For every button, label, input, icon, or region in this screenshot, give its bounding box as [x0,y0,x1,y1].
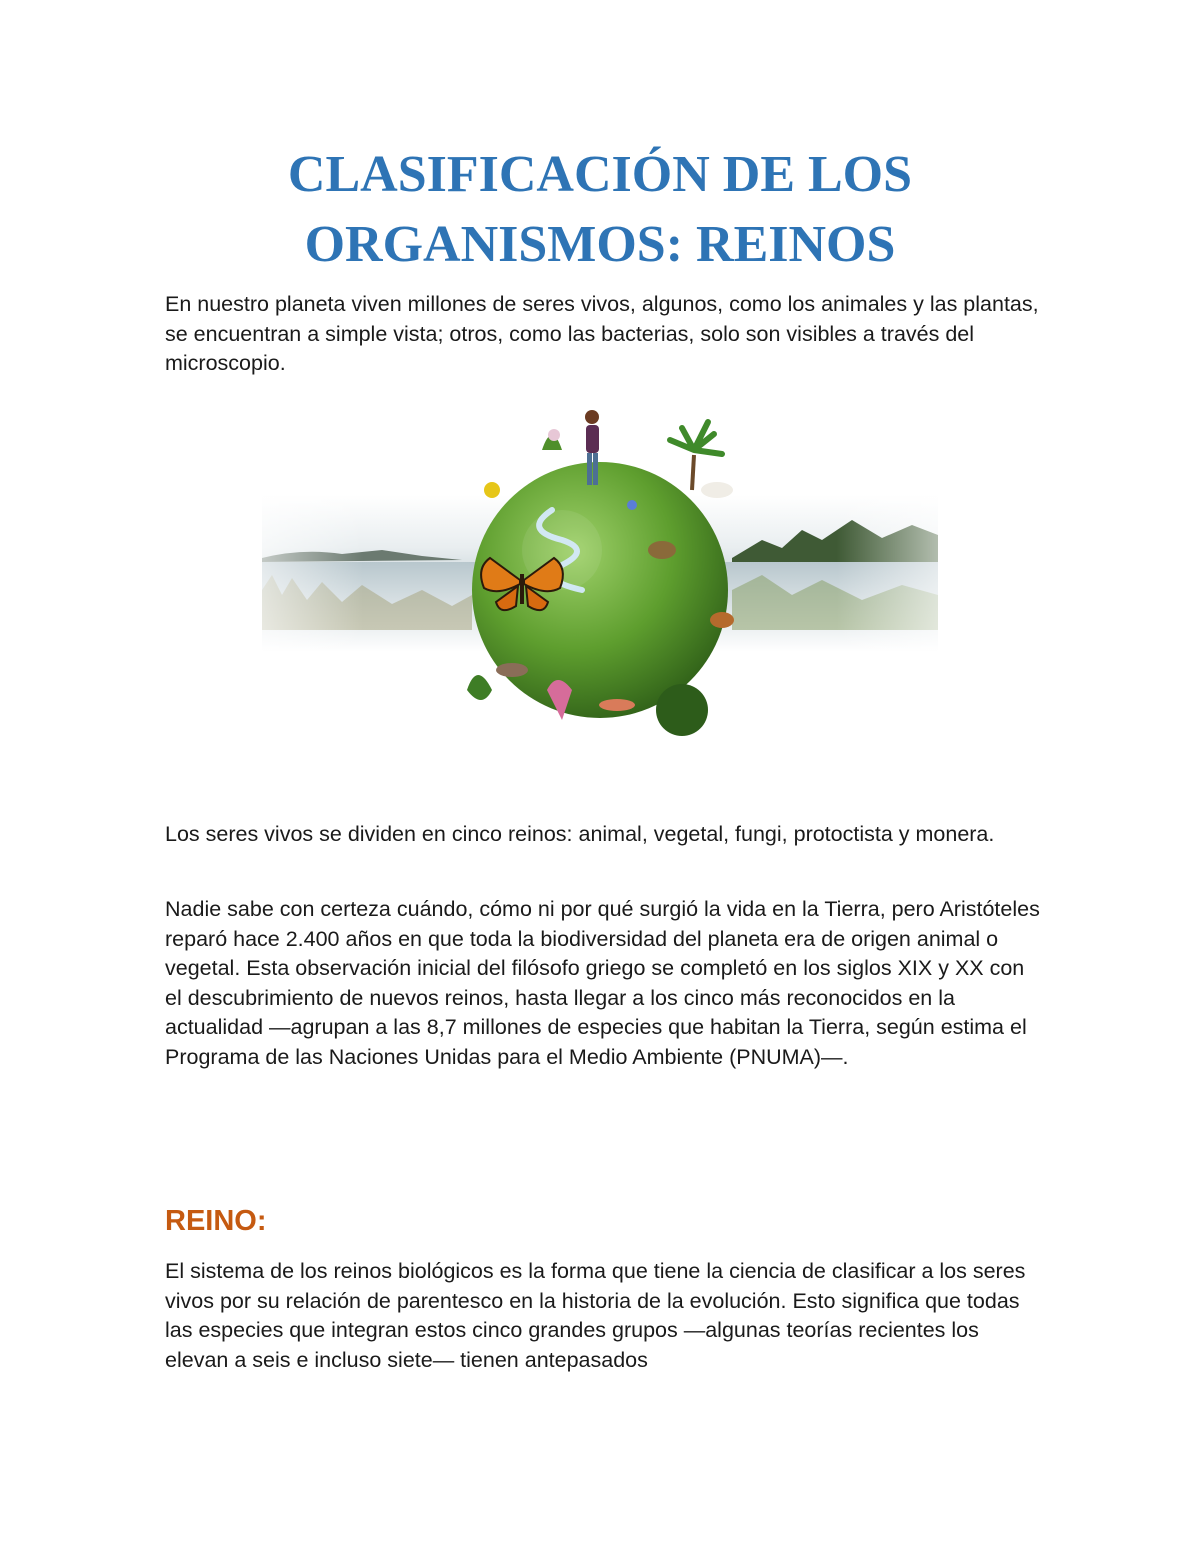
biodiversity-globe-illustration [262,390,938,760]
title-line-1: CLASIFICACIÓN DE LOS [287,146,913,203]
title-line-2: ORGANISMOS: REINOS [304,216,896,273]
intro-paragraph: En nuestro planeta viven millones de seres vivos, algunos, como los animales y las plantas, se encuentran a simple vista; otros, como las bacterias, solo son visibles a través del microscopio. [165,292,1039,375]
person-figure [585,410,599,485]
reino-paragraph: El sistema de los reinos biológicos es la forma que tiene la ciencia de clasificar a los seres vivos por su relación de parentesco en la historia de la evolución. Esto significa que todas las especies que integran estos cinco grandes grupos —algunas teorías recientes los elevan a seis e incluso siete— tienen antepasados [165,1259,1026,1372]
globe [472,462,728,718]
page-title [150,140,1050,280]
kingdoms-paragraph: Los seres vivos se dividen en cinco reinos: animal, vegetal, fungi, protoctista y monera. [165,822,995,846]
section-heading-reino: REINO: [165,1205,267,1237]
palm-tree-icon [670,422,722,490]
history-paragraph: Nadie sabe con certeza cuándo, cómo ni por qué surgió la vida en la Tierra, pero Aristóteles reparó hace 2.400 años en que toda la biodiversidad del planeta era de origen animal o vegetal. Esta observación inicial del filósofo griego se completó en los siglos XIX y XX con el descubrimiento de nuevos reinos, hasta llegar a los cinco más reconocidos en la actualidad —agrupan a las 8,7 millones de especies que habitan la Tierra, según estima el Programa de las Naciones Unidas para el Medio Ambiente (PNUMA)—. [165,897,1040,1069]
